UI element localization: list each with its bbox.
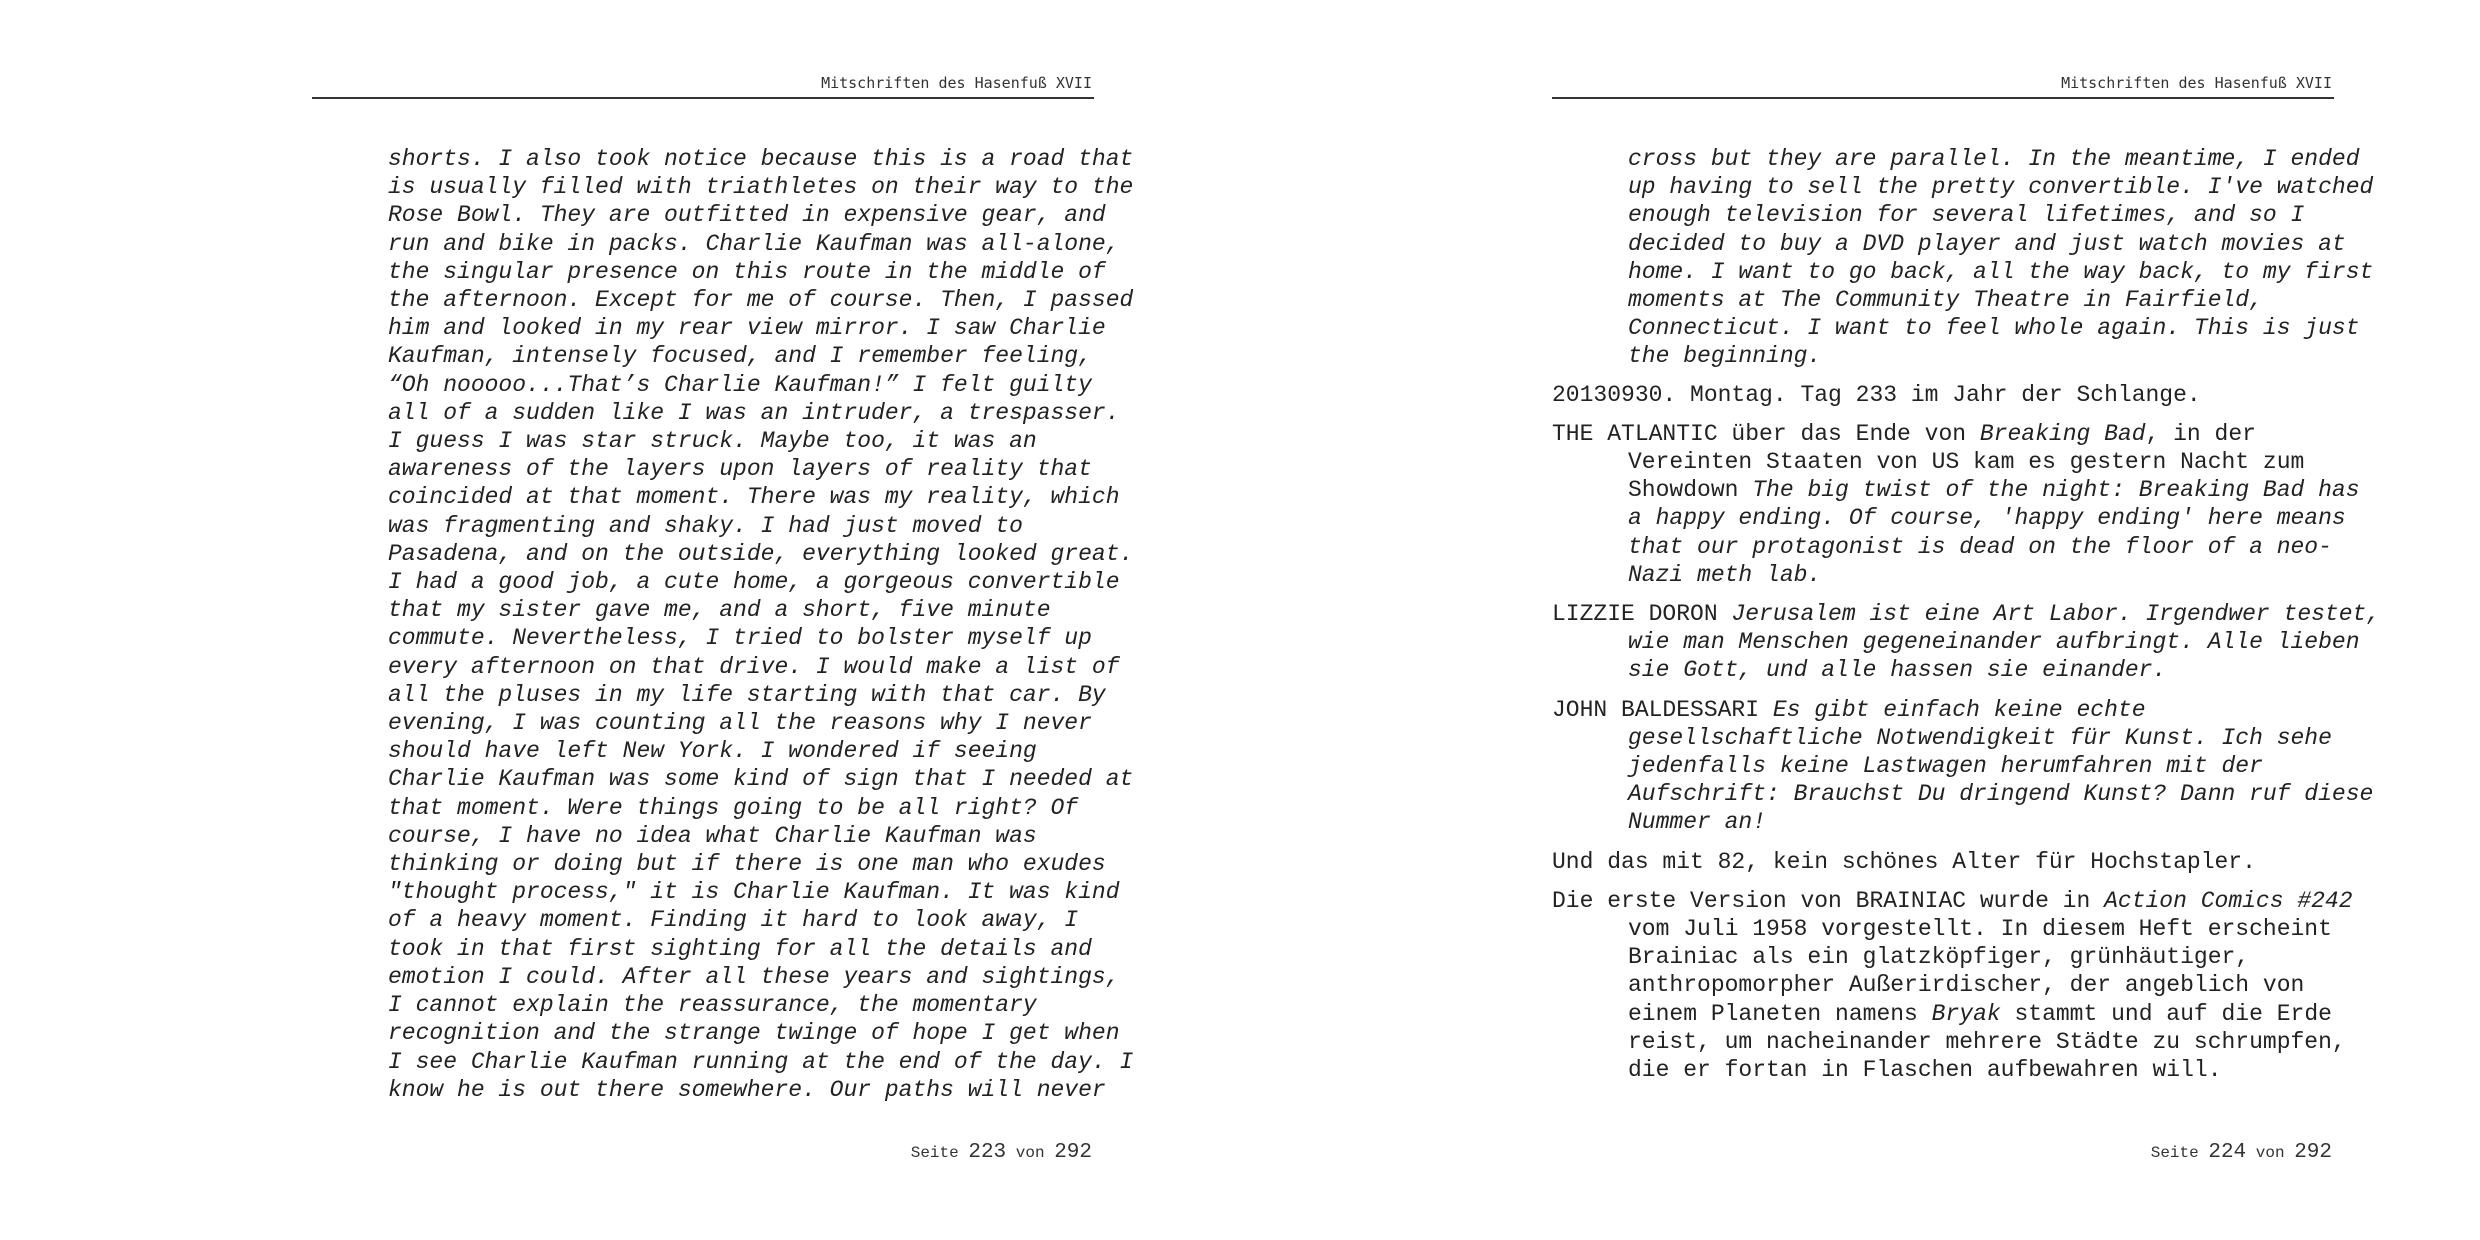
footer-mid: von [2255,1144,2285,1162]
text-line: "thought process," it is Charlie Kaufman. It was kind [388,879,1120,906]
entry-line: anthropomorpher Außerirdischer, der angeblich von [1628,972,2305,999]
age-line: Und das mit 82, kein schönes Alter für Hochstapler. [1552,848,2256,875]
text-line: up having to sell the pretty convertible. I've watched [1628,174,2374,201]
entry-text: stammt und auf die Erde [2000,1000,2332,1027]
brainiac-entry [1552,887,2353,1084]
text-line: him and looked in my rear view mirror. I saw Charlie [388,315,1106,342]
entry-line: Nummer an! [1628,809,1767,836]
header-rule [1552,97,2334,99]
page-number: 224 [2208,1141,2247,1164]
text-line: coincided at that moment. There was my reality, which [388,484,1120,511]
doron-entry [1552,600,2381,685]
body-text [1552,145,2381,1095]
text-line: know he is out there somewhere. Our paths will never [388,1076,1106,1103]
text-line: of a heavy moment. Finding it hard to look away, I [388,907,1079,934]
text-line: all the pluses in my life starting with that car. By [388,681,1106,708]
text-line: decided to buy a DVD player and just watch movies at [1628,230,2346,257]
text-line: evening, I was counting all the reasons why I never [388,710,1092,737]
text-line: that my sister gave me, and a short, five minute [388,597,1051,624]
text-line: I cannot explain the reassurance, the momentary [388,992,1037,1019]
text-line: should have left New York. I wondered if seeing [388,738,1037,765]
footer-prefix: Seite [910,1144,959,1162]
text-line: Connecticut. I want to feel whole again. This is just [1628,315,2360,342]
entry-line: wie man Menschen gegeneinander aufbringt. Alle lieben [1628,629,2360,656]
entry-quote: The big twist of the night: Breaking Bad has [1752,477,2360,504]
entry-text: einem Planeten namens [1628,1000,1932,1027]
entry-line: vom Juli 1958 vorgestellt. In diesem Heft erscheint [1628,916,2332,943]
entry-line: reist, um nacheinander mehrere Städte zu schrumpfen, [1628,1028,2346,1055]
running-header: Mitschriften des Hasenfuß XVII [2061,74,2332,92]
text-line: I guess I was star struck. Maybe too, it was an [388,428,1037,455]
page-total: 292 [1054,1141,1092,1164]
text-line: Rose Bowl. They are outfitted in expensive gear, and [388,202,1106,229]
footer-mid: von [1015,1144,1045,1162]
entry-quote: Es gibt einfach keine echte [1772,696,2146,723]
page-footer [1552,1141,2332,1164]
page-total: 292 [2294,1141,2332,1164]
atlantic-entry [1552,420,2360,589]
entry-text: , in der [2145,420,2256,447]
page-footer [312,1141,1092,1164]
entry-line: jedenfalls keine Lastwagen herumfahren mit der [1628,753,2263,780]
text-line: commute. Nevertheless, I tried to bolster myself up [388,625,1092,652]
text-line: I see Charlie Kaufman running at the end of the day. I [388,1048,1134,1075]
text-line: emotion I could. After all these years and sightings, [388,963,1120,990]
text-line: thinking or doing but if there is one man who exudes [388,851,1106,878]
text-line: Charlie Kaufman was some kind of sign that I needed at [388,766,1134,793]
text-line: cross but they are parallel. In the meantime, I ended [1628,146,2360,172]
text-line: awareness of the layers upon layers of reality that [388,456,1092,483]
header-rule [312,97,1094,99]
text-line: enough television for several lifetimes, and so I [1628,202,2305,229]
entry-title: Bryak [1931,1000,2001,1027]
entry-text: Die erste Version von BRAINIAC wurde in [1552,887,2105,914]
text-line: all of a sudden like I was an intruder, a trespasser. [388,399,1120,426]
text-line: the afternoon. Except for me of course. Then, I passed [388,287,1134,314]
date-entry [1552,381,2342,409]
text-line: Kaufman, intensely focused, and I remember feeling, [388,343,1092,370]
text-line: was fragmenting and shaky. I had just moved to [388,512,1023,539]
text-line: every afternoon on that drive. I would make a list of [388,653,1120,680]
right-page [1240,0,2480,1240]
text-line: recognition and the strange twinge of hope I get when [388,1020,1120,1047]
text-line: I had a good job, a cute home, a gorgeous convertible [388,569,1120,596]
text-line: shorts. I also took notice because this is a road that [388,146,1134,172]
text-line: the singular presence on this route in the middle of [388,258,1106,285]
page-number: 223 [968,1141,1007,1164]
entry-quote: Jerusalem ist eine Art Labor. Irgendwer testet, [1731,601,2381,628]
entry-title: Breaking Bad [1979,420,2146,447]
entry-line: Vereinten Staaten von US kam es gestern Nacht zum [1628,449,2305,476]
text-line: run and bike in packs. Charlie Kaufman was all-alone, [388,230,1120,257]
entry-line: gesellschaftliche Notwendigkeit für Kunst. Ich sehe [1628,724,2332,751]
text-line: “Oh nooooo...That’s Charlie Kaufman!” I felt guilty [388,371,1092,398]
text-line: the beginning. [1628,343,1822,370]
age-entry [1552,848,2342,876]
text-line: home. I want to go back, all the way back, to my first [1628,258,2374,285]
text-line: moments at The Community Theatre in Fairfield, [1628,287,2263,314]
entry-line: Nazi meth lab. [1628,561,1822,588]
entry-author: LIZZIE DORON [1552,601,1732,628]
running-header: Mitschriften des Hasenfuß XVII [821,74,1092,92]
entry-author: JOHN BALDESSARI [1552,696,1773,723]
entry-line: die er fortan in Flaschen aufbewahren will. [1628,1057,2222,1084]
text-line: course, I have no idea what Charlie Kaufman was [388,822,1037,849]
entry-line: a happy ending. Of course, 'happy ending' here means [1628,505,2346,532]
body-text [388,145,1134,1104]
entry-line: sie Gott, und alle hassen sie einander. [1628,657,2167,684]
text-line: took in that first sighting for all the details and [388,935,1092,962]
text-line: Pasadena, and on the outside, everything looked great. [388,540,1134,567]
entry-line: Brainiac als ein glatzköpfiger, grünhäutiger, [1628,944,2250,971]
entry-line: Aufschrift: Brauchst Du dringend Kunst? Dann ruf diese [1628,781,2374,808]
baldessari-entry [1552,696,2374,837]
continued-quote [1552,145,2374,371]
entry-text: Showdown [1628,477,1753,504]
text-line: that moment. Were things going to be all right? Of [388,794,1079,821]
text-line: is usually filled with triathletes on their way to the [388,174,1134,201]
date-line: 20130930. Montag. Tag 233 im Jahr der Schlange. [1552,381,2201,408]
entry-text: THE ATLANTIC über das Ende von [1552,420,1980,447]
footer-prefix: Seite [2150,1144,2199,1162]
entry-title: Action Comics #242 [2104,887,2353,914]
entry-line: that our protagonist is dead on the floor of a neo- [1628,533,2332,560]
